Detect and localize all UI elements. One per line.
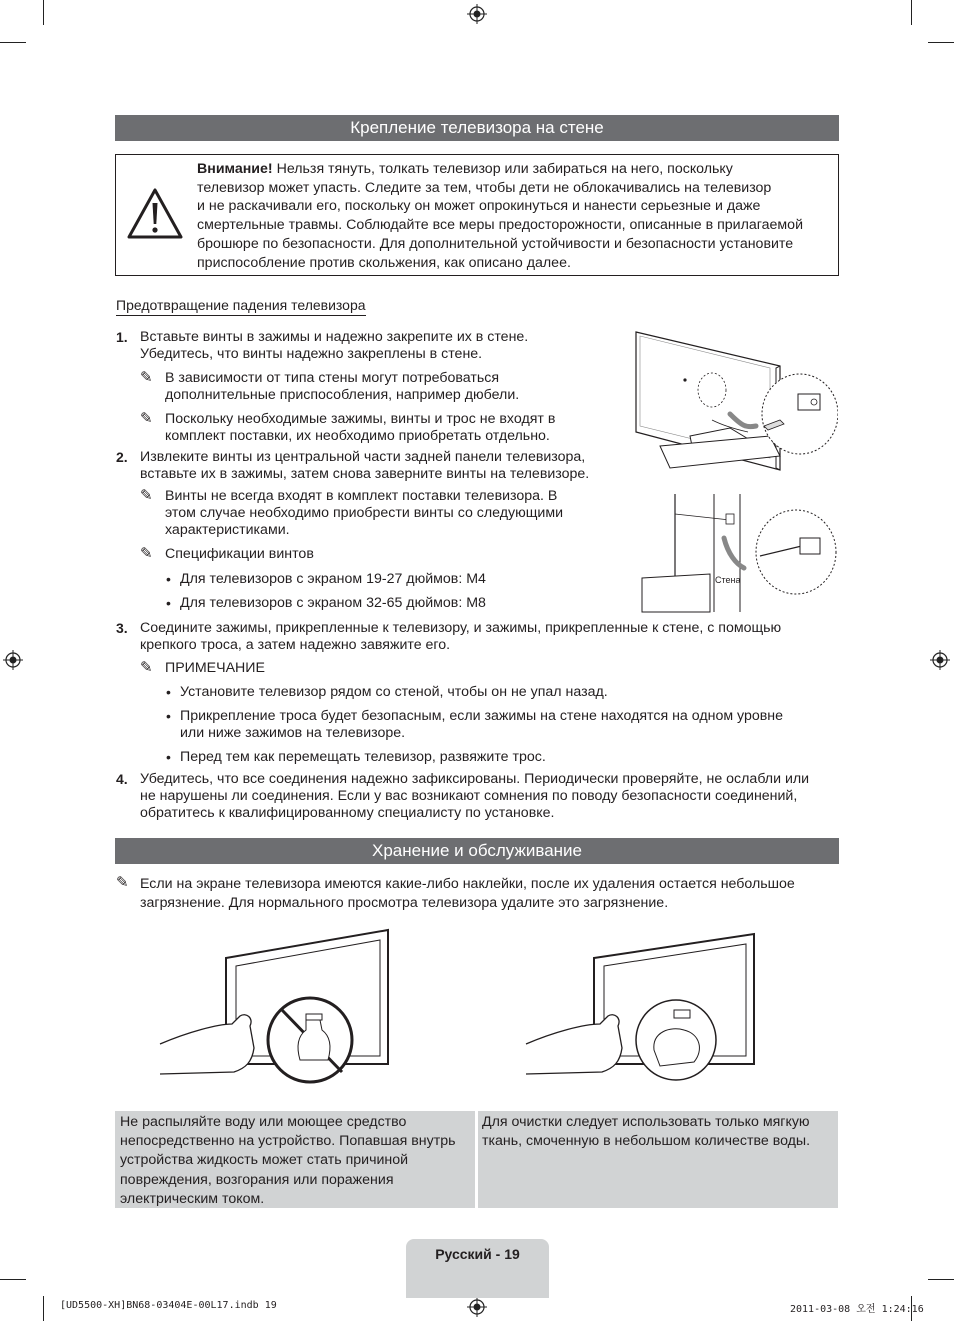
tv-side-wall-illustration xyxy=(640,494,840,614)
cell-line: электрическим током. xyxy=(120,1190,265,1207)
bullet-dot: • xyxy=(166,749,171,765)
pencil-note-icon: ✎ xyxy=(140,487,153,504)
step-line: Извлеките винты из центральной части задней панели телевизора, xyxy=(140,449,586,465)
pencil-note-icon: ✎ xyxy=(116,874,129,891)
crop-mark xyxy=(911,0,912,25)
bullet-dot: • xyxy=(166,595,171,611)
cell-line: Для очистки следует использовать только мягкую xyxy=(482,1114,810,1130)
pencil-note-icon: ✎ xyxy=(140,659,153,676)
subheading-fall-prevention: Предотвращение падения телевизора xyxy=(116,297,366,316)
table-cell-left xyxy=(120,1113,455,1209)
warning-line: Нельзя тянуть, толкать телевизор или забираться на него, поскольку xyxy=(272,161,733,177)
cell-line: непосредственно на устройство. Попавшая внутрь xyxy=(120,1133,456,1150)
step-line: крепкого троса, а затем надежно завяжите его. xyxy=(140,636,451,653)
warning-line: телевизор может упасть. Следите за тем, чтобы дети не облокачивались на телевизор xyxy=(197,179,772,196)
step-text xyxy=(140,449,589,483)
step-text xyxy=(140,329,528,363)
bullet-line: Прикрепление троса будет безопасным, если зажимы на стене находятся на одном уровне xyxy=(180,708,784,724)
bullet-text: Для телевизоров с экраном 32-65 дюймов: M8 xyxy=(180,595,486,611)
step-number: 4. xyxy=(116,771,128,787)
crop-mark xyxy=(0,1279,26,1280)
section-title-wall-mount: Крепление телевизора на стене xyxy=(115,115,839,141)
step-text xyxy=(140,620,781,654)
tv-back-clip-illustration xyxy=(630,328,838,478)
registration-mark-icon xyxy=(467,1297,487,1317)
note-line: дополнительные приспособления, например дюбели. xyxy=(165,386,520,403)
step-line: вставьте их в зажимы, затем снова заверните винты на телевизоре. xyxy=(140,465,590,482)
section-title-storage: Хранение и обслуживание xyxy=(115,838,839,864)
note-text: ПРИМЕЧАНИЕ xyxy=(165,660,265,676)
pencil-note-icon: ✎ xyxy=(140,410,153,427)
crop-mark xyxy=(928,42,954,43)
warning-box xyxy=(115,154,839,276)
note-line: этом случае необходимо приобрести винты со следующими xyxy=(165,504,564,521)
step-number: 3. xyxy=(116,620,128,636)
crop-mark xyxy=(43,1296,44,1321)
warning-bold: Внимание! xyxy=(197,161,273,177)
bullet-dot: • xyxy=(166,571,171,587)
cloth-cleaning-illustration xyxy=(524,932,758,1098)
step-line: обратитесь к квалифицированному специалисту по установке. xyxy=(140,804,555,821)
note-line: В зависимости от типа стены могут потребоваться xyxy=(165,370,500,386)
note-text: Спецификации винтов xyxy=(165,546,314,562)
cell-line: устройства жидкость может стать причиной xyxy=(120,1152,409,1169)
pencil-note-icon: ✎ xyxy=(140,369,153,386)
bullet-dot: • xyxy=(166,708,171,724)
crop-mark xyxy=(0,42,26,43)
step-line: Вставьте винты в зажимы и надежно закрепите их в стене. xyxy=(140,329,529,345)
step-line: Убедитесь, что все соединения надежно зафиксированы. Периодически проверяйте, не ослабли или xyxy=(140,771,810,787)
warning-line: смертельные травмы. Соблюдайте все меры предосторожности, описанные в прилагаемой xyxy=(197,217,803,234)
pencil-note-icon: ✎ xyxy=(140,545,153,562)
spray-prohibited-illustration xyxy=(158,928,390,1100)
cell-line: повреждения, возгорания или поражения xyxy=(120,1171,394,1188)
step-number: 2. xyxy=(116,449,128,465)
warning-line: и не раскачивали его, поскольку он может опрокинуться и нанести серьезные и даже xyxy=(197,198,761,215)
wall-label: Стена xyxy=(715,575,741,585)
bullet-dot: • xyxy=(166,684,171,700)
registration-mark-icon xyxy=(3,650,23,670)
print-slug-left: [UD5500-XH]BN68-03404E-00L17.indb 19 xyxy=(60,1300,277,1311)
warning-line: брошюре по безопасности. Для дополнительной устойчивости и безопасности установите xyxy=(197,235,794,252)
note-line: характеристиками. xyxy=(165,521,290,538)
bullet-text xyxy=(180,708,783,742)
table-cell-right xyxy=(482,1113,810,1151)
registration-mark-icon xyxy=(930,650,950,670)
note-line: комплект поставки, их необходимо приобретать отдельно. xyxy=(165,427,550,444)
note-line: Поскольку необходимые зажимы, винты и трос не входят в xyxy=(165,411,556,427)
bullet-text: Установите телевизор рядом со стеной, чтобы он не упал назад. xyxy=(180,684,608,700)
step-line: Соедините зажимы, прикрепленные к телевизору, и зажимы, прикрепленные к стене, с помощью xyxy=(140,620,782,636)
storage-note xyxy=(140,875,795,913)
note-text xyxy=(165,411,555,445)
registration-mark-icon xyxy=(467,4,487,24)
step-line: не нарушены ли соединения. Если у вас возникают сомнения по поводу безопасности соединений, xyxy=(140,787,798,804)
page-number: Русский - 19 xyxy=(435,1246,520,1262)
warning-text xyxy=(197,160,837,272)
warning-line: приспособление против скольжения, как описано далее. xyxy=(197,254,571,271)
note-line: Если на экране телевизора имеются какие-либо наклейки, после их удаления остается небольшое xyxy=(140,876,795,892)
note-text xyxy=(165,488,563,538)
step-text xyxy=(140,771,809,821)
bullet-text: Перед тем как перемещать телевизор, развяжите трос. xyxy=(180,749,546,765)
bullet-text: Для телевизоров с экраном 19-27 дюймов: M4 xyxy=(180,571,486,587)
warning-triangle-icon xyxy=(126,187,184,241)
step-number: 1. xyxy=(116,329,128,345)
cell-line: Не распыляйте воду или моющее средство xyxy=(120,1114,407,1130)
crop-mark xyxy=(928,1279,954,1280)
note-line: Винты не всегда входят в комплект поставки телевизора. В xyxy=(165,488,558,504)
note-text xyxy=(165,370,519,404)
print-slug-right: 2011-03-08 오전 1:24:16 xyxy=(790,1304,924,1315)
note-line: загрязнение. Для нормального просмотра телевизора удалите это загрязнение. xyxy=(140,895,669,911)
bullet-line: или ниже зажимов на телевизоре. xyxy=(180,724,406,741)
step-line: Убедитесь, что винты надежно закреплены в стене. xyxy=(140,345,483,362)
crop-mark xyxy=(43,0,44,25)
cell-line: ткань, смоченную в небольшом количестве воды. xyxy=(482,1133,811,1150)
